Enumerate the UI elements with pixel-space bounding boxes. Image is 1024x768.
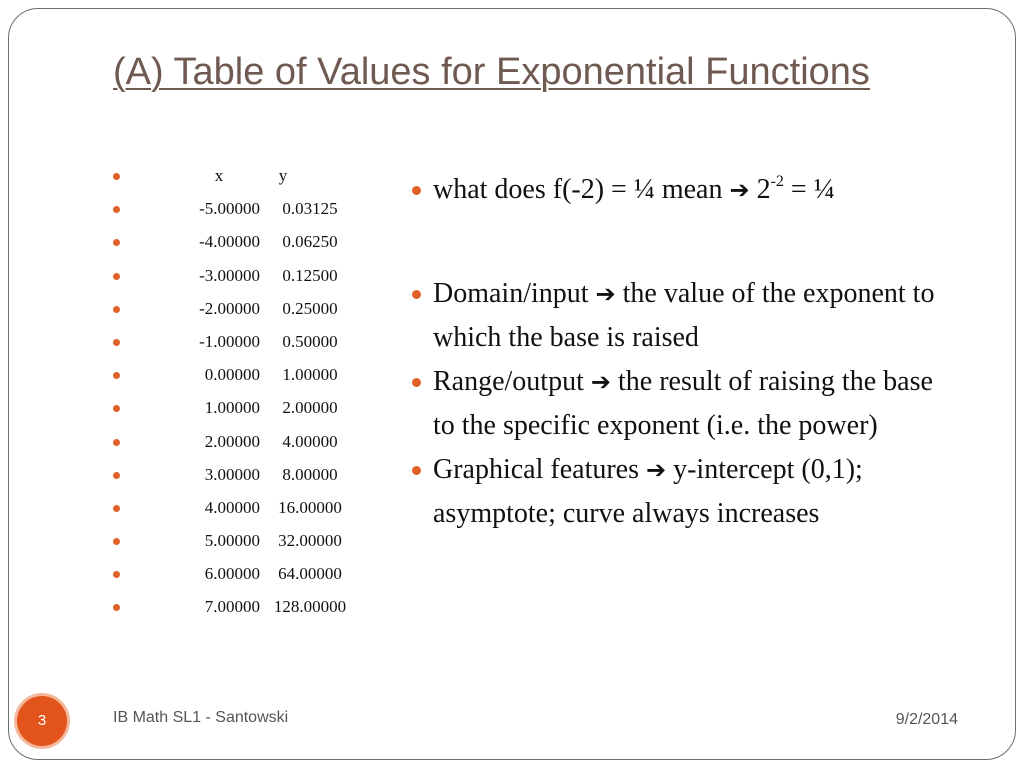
bullet-icon — [412, 290, 421, 299]
column-header-x: x — [214, 166, 224, 185]
table-row — [113, 230, 373, 263]
arrow-right-icon: ➔ — [590, 368, 611, 396]
x-value: -4.00000 — [199, 232, 260, 252]
power-exponent: -2 — [770, 173, 784, 190]
x-value: -2.00000 — [199, 298, 260, 318]
y-value: 1.00000 — [282, 365, 338, 385]
x-value: 1.00000 — [204, 398, 260, 418]
y-value: 0.50000 — [282, 331, 338, 351]
table-row — [113, 297, 373, 330]
footer-course: IB Math SL1 - Santowski — [113, 709, 289, 726]
table-row — [113, 363, 373, 396]
bullet-icon — [113, 571, 120, 578]
arrow-right-icon: ➔ — [646, 456, 667, 484]
x-value: 0.00000 — [204, 365, 260, 385]
y-value: 0.06250 — [282, 232, 338, 252]
table-row — [113, 562, 373, 595]
domain-label: Domain/input — [433, 278, 589, 309]
y-value: 2.00000 — [282, 398, 338, 418]
y-value: 16.00000 — [278, 497, 342, 517]
y-value: 0.12500 — [282, 265, 338, 285]
bullet-icon — [113, 339, 120, 346]
x-value: -5.00000 — [199, 199, 260, 219]
bullet-item-range — [412, 360, 952, 448]
table-row — [113, 529, 373, 562]
table-header-row — [113, 164, 373, 197]
table-row — [113, 496, 373, 529]
bullet-icon — [113, 505, 120, 512]
table-row — [113, 463, 373, 496]
bullet-icon — [113, 604, 120, 611]
table-row — [113, 264, 373, 297]
table-row — [113, 430, 373, 463]
bullet-icon — [412, 466, 421, 475]
power-base: 2 — [756, 174, 771, 205]
table-row — [113, 595, 373, 628]
y-value: 0.25000 — [282, 298, 338, 318]
y-value: 32.00000 — [278, 531, 342, 551]
y-value: 0.03125 — [282, 199, 338, 219]
table-row — [113, 197, 373, 230]
arrow-right-icon: ➔ — [595, 280, 616, 308]
table-row — [113, 396, 373, 429]
x-value: 7.00000 — [204, 597, 260, 617]
bullet-icon — [113, 273, 120, 280]
table-of-values — [113, 164, 373, 629]
range-text: the result of raising the base to the specific exponent (i.e. the power) — [433, 366, 933, 441]
range-label: Range/output — [433, 366, 584, 397]
x-value: -3.00000 — [199, 265, 260, 285]
x-value: 6.00000 — [204, 564, 260, 584]
bullet-icon — [412, 186, 421, 195]
bullet-icon — [412, 378, 421, 387]
bullet-icon — [113, 239, 120, 246]
y-value: 128.00000 — [273, 597, 347, 617]
y-value: 64.00000 — [278, 564, 342, 584]
slide-title: (A) Table of Values for Exponential Functions — [113, 51, 870, 93]
domain-text: the value of the exponent to which the base is raised — [433, 278, 935, 353]
y-value: 4.00000 — [282, 431, 338, 451]
footer-date: 9/2/2014 — [895, 711, 958, 728]
graph-label: Graphical features — [433, 454, 639, 485]
bullet-item-graph — [412, 448, 952, 536]
bullet-icon — [113, 538, 120, 545]
explanation-list — [412, 168, 952, 536]
bullet-item-meaning — [412, 168, 952, 212]
x-value: 4.00000 — [204, 497, 260, 517]
bullet-icon — [113, 372, 120, 379]
power-result: = ¼ — [790, 174, 835, 205]
bullet-icon — [113, 405, 120, 412]
graph-text: y-intercept (0,1); asymptote; curve always increases — [433, 454, 863, 529]
x-value: -1.00000 — [199, 331, 260, 351]
question-text: what does f(-2) = ¼ mean — [433, 174, 723, 205]
bullet-icon — [113, 439, 120, 446]
bullet-item-domain — [412, 272, 952, 360]
x-value: 2.00000 — [204, 431, 260, 451]
bullet-icon — [113, 472, 120, 479]
x-value: 5.00000 — [204, 531, 260, 551]
column-header-y: y — [278, 166, 288, 185]
x-value: 3.00000 — [204, 464, 260, 484]
bullet-icon — [113, 306, 120, 313]
bullet-icon — [113, 173, 120, 180]
arrow-right-icon: ➔ — [729, 176, 750, 204]
y-value: 8.00000 — [282, 464, 338, 484]
bullet-icon — [113, 206, 120, 213]
table-row — [113, 330, 373, 363]
page-number-badge: 3 — [17, 696, 67, 746]
